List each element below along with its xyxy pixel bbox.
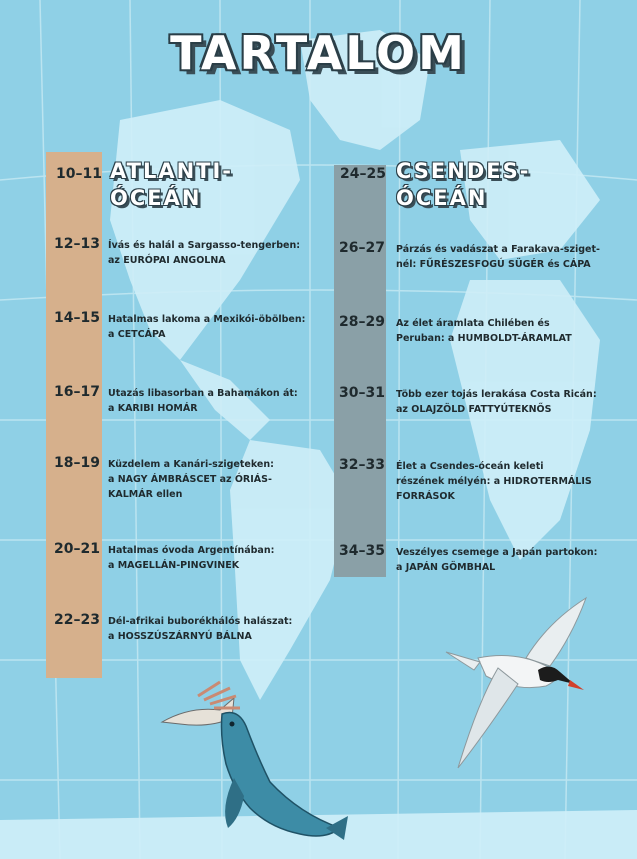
toc-entry-line: KALMÁR ellen bbox=[108, 489, 183, 500]
toc-entry-line: a NAGY ÁMBRÁSCET az ÓRIÁS- bbox=[108, 474, 272, 485]
toc-entry[interactable] bbox=[396, 459, 592, 504]
toc-entry[interactable] bbox=[396, 242, 600, 272]
atlantic-column-bar bbox=[46, 152, 102, 678]
toc-entry-line: az EURÓPAI ANGOLNA bbox=[108, 255, 226, 266]
tern-bird-illustration bbox=[438, 592, 594, 772]
pacific-heading bbox=[396, 158, 530, 212]
toc-entry-pages: 20–21 bbox=[54, 541, 100, 557]
toc-entry-pages: 32–33 bbox=[339, 457, 385, 473]
toc-entry[interactable] bbox=[108, 457, 274, 502]
toc-entry-pages: 12–13 bbox=[54, 236, 100, 252]
atlantic-heading bbox=[110, 158, 233, 212]
toc-entry-line: a KARIBI HOMÁR bbox=[108, 403, 198, 414]
toc-entry-line: részének mélyén: a HIDROTERMÁLIS bbox=[396, 476, 592, 487]
toc-entry[interactable] bbox=[396, 316, 572, 346]
toc-entry-pages: 18–19 bbox=[54, 455, 100, 471]
toc-entry-line: Élet a Csendes-óceán keleti bbox=[396, 461, 544, 472]
toc-entry-line: az OLAJZÖLD FATTYÚTEKNŐS bbox=[396, 404, 552, 415]
atlantic-heading-line2: ÓCEÁN bbox=[110, 186, 202, 210]
toc-entry[interactable] bbox=[108, 238, 300, 268]
pacific-heading-pages: 24–25 bbox=[340, 166, 386, 182]
toc-entry-line: nél: FŰRÉSZESFOGÚ SÜGÉR és CÁPA bbox=[396, 259, 591, 270]
toc-entry-line: Utazás libasorban a Bahamákon át: bbox=[108, 388, 298, 399]
toc-entry-line: Dél-afrikai buborékhálós halászat: bbox=[108, 616, 293, 627]
sea-lion-illustration bbox=[150, 678, 350, 854]
toc-entry-pages: 30–31 bbox=[339, 385, 385, 401]
toc-entry-pages: 26–27 bbox=[339, 240, 385, 256]
toc-entry-line: Hatalmas óvoda Argentínában: bbox=[108, 545, 275, 556]
toc-entry[interactable] bbox=[396, 545, 597, 575]
toc-entry-pages: 28–29 bbox=[339, 314, 385, 330]
toc-entry-line: a MAGELLÁN-PINGVINEK bbox=[108, 560, 240, 571]
toc-entry-line: a JAPÁN GÖMBHAL bbox=[396, 562, 496, 573]
toc-entry-pages: 22–23 bbox=[54, 612, 100, 628]
atlantic-heading-line1: ATLANTI- bbox=[110, 159, 234, 183]
toc-entry-line: Ívás és halál a Sargasso-tengerben: bbox=[108, 240, 301, 251]
toc-entry-line: Veszélyes csemege a Japán partokon: bbox=[396, 547, 598, 558]
toc-entry[interactable] bbox=[108, 543, 274, 573]
page-title: TARTALOM bbox=[170, 26, 467, 80]
pacific-heading-line1: CSENDES- bbox=[396, 159, 531, 183]
toc-entry-pages: 34–35 bbox=[339, 543, 385, 559]
toc-entry-line: a CETCÁPA bbox=[108, 329, 166, 340]
toc-entry-line: a HOSSZÚSZÁRNYÚ BÁLNA bbox=[108, 631, 252, 642]
toc-entry[interactable] bbox=[108, 312, 305, 342]
toc-entry[interactable] bbox=[396, 387, 597, 417]
pacific-heading-line2: ÓCEÁN bbox=[396, 186, 488, 210]
toc-entry[interactable] bbox=[108, 386, 298, 416]
toc-entry-pages: 14–15 bbox=[54, 310, 100, 326]
toc-entry-line: Küzdelem a Kanári-szigeteken: bbox=[108, 459, 274, 470]
toc-entry-line: Több ezer tojás lerakása Costa Ricán: bbox=[396, 389, 597, 400]
atlantic-heading-pages: 10–11 bbox=[56, 166, 102, 182]
toc-entry-line: Peruban: a HUMBOLDT-ÁRAMLAT bbox=[396, 333, 572, 344]
toc-entry-line: Párzás és vadászat a Farakava-sziget- bbox=[396, 244, 600, 255]
toc-entry-line: Hatalmas lakoma a Mexikói-öbölben: bbox=[108, 314, 306, 325]
toc-entry-pages: 16–17 bbox=[54, 384, 100, 400]
toc-entry-line: Az élet áramlata Chilében és bbox=[396, 318, 550, 329]
toc-entry-line: FORRÁSOK bbox=[396, 491, 455, 502]
pacific-column-bar bbox=[334, 165, 386, 577]
toc-entry[interactable] bbox=[108, 614, 292, 644]
